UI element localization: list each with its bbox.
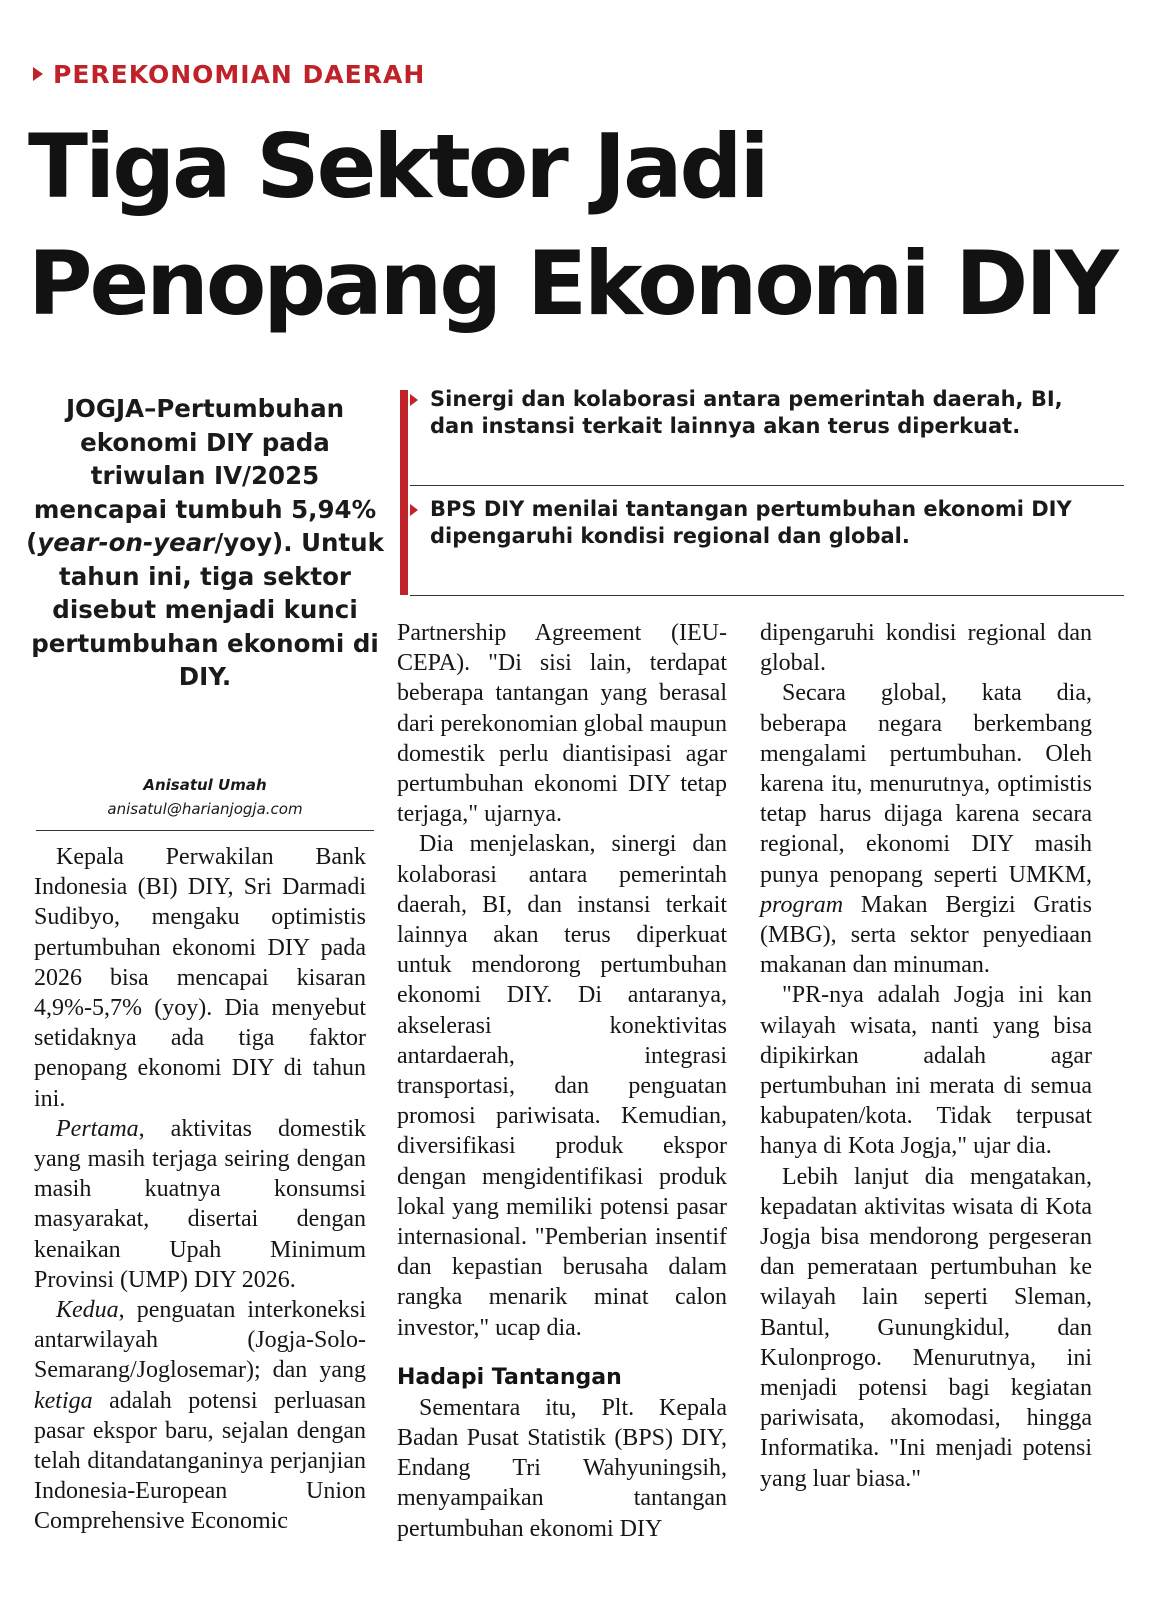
body-paragraph xyxy=(760,678,1092,980)
rubric-label: PEREKONOMIAN DAERAH xyxy=(53,60,426,89)
highlight-item xyxy=(430,386,1090,440)
lede-part-1: JOGJA–Pertumbuhan ekonomi DIY pada triwulan IV/2025 mencapai tumbuh 5,94% ( xyxy=(26,394,377,557)
highlights-box xyxy=(400,387,1124,600)
paragraph-text: adalah potensi perluasan pasar ekspor baru, sejalan dengan telah ditandatanganinya perjanjian Indonesia-European Union Comprehensive Economic xyxy=(34,1387,366,1535)
highlight-item xyxy=(430,496,1090,550)
lede-italic: year-on-year xyxy=(37,528,215,557)
headline-line-2: Penopang Ekonomi DIY xyxy=(28,232,1116,335)
lede-part-2: /yoy). Untuk tahun ini, tiga sektor disebut menjadi kunci pertumbuhan ekonomi di DIY. xyxy=(31,528,384,691)
body-column-3 xyxy=(760,618,1092,1494)
lede xyxy=(26,392,384,694)
body-paragraph: Partnership Agreement (IEU-CEPA). "Di sisi lain, terdapat beberapa tantangan yang berasal dari perekonomian global maupun domestik perlu diantisipasi agar pertumbuhan ekonomi DIY tetap terjaga," ujarnya. xyxy=(397,620,727,828)
body-column-1 xyxy=(34,842,366,1537)
highlight-divider xyxy=(410,595,1124,596)
body-paragraph: Sementara itu, Plt. Kepala Badan Pusat Statistik (BPS) DIY, Endang Tri Wahyuningsih, menyampaikan tantangan pertumbuhan ekonomi DIY xyxy=(397,1394,727,1542)
paragraph-text: , aktivitas domestik yang masih terjaga seiring dengan masih kuatnya konsumsi masyarakat, disertai dengan kenaikan Upah Minimum Provinsi (UMP) DIY 2026. xyxy=(34,1115,366,1293)
paragraph-text: Makan Bergizi Gratis (MBG), serta sektor penyediaan makanan dan minuman. xyxy=(760,891,1092,979)
triangle-bullet-icon xyxy=(410,504,418,516)
paragraph-text: , penguatan interkoneksi antarwilayah (Jogja-Solo-Semarang/Joglosemar); dan yang xyxy=(34,1297,366,1384)
body-paragraph: Dia menjelaskan, sinergi dan kolaborasi antara pemerintah daerah, BI, dan instansi terkait lainnya akan terus diperkuat untuk mendorong pertumbuhan ekonomi DIY. Di antaranya, akselerasi konektivitas antardaerah, integrasi transportasi, dan penguatan promosi pariwisata. Kemudian, diversifikasi produk ekspor dengan mengidentifikasi produk lokal yang memiliki potensi pasar internasional. "Pemberian insentif dan kepastian berusaha dalam rangka menarik minat calon investor," ucap dia. xyxy=(397,831,727,1341)
body-paragraph xyxy=(34,1295,366,1537)
paragraph-text: Secara global, kata dia, beberapa negara berkembang mengalami pertumbuhan. Oleh karena itu, menurutnya, optimistis tetap harus dijaga karena secara regional, ekonomi DIY masih punya penopang seperti UMKM, xyxy=(760,680,1092,888)
section-rubric xyxy=(33,60,425,89)
highlight-divider xyxy=(410,485,1124,486)
triangle-bullet-icon xyxy=(410,394,418,406)
highlight-accent-bar xyxy=(400,390,408,595)
headline-line-1: Tiga Sektor Jadi xyxy=(28,115,767,218)
highlight-text: BPS DIY menilai tantangan pertumbuhan ekonomi DIY dipengaruhi kondisi regional dan global. xyxy=(430,497,1072,548)
italic-word: program xyxy=(760,891,844,918)
body-paragraph xyxy=(34,1114,366,1295)
headline xyxy=(28,108,1148,342)
body-paragraph: dipengaruhi kondisi regional dan global. xyxy=(760,620,1092,677)
italic-word: ketiga xyxy=(34,1387,93,1414)
subheading: Hadapi Tantangan xyxy=(397,1364,622,1390)
author-email: anisatul@harianjogja.com xyxy=(107,800,303,818)
byline xyxy=(26,773,384,821)
triangle-bullet-icon xyxy=(33,67,43,81)
italic-word: Kedua xyxy=(56,1297,119,1324)
author-name: Anisatul Umah xyxy=(143,776,267,794)
body-column-2 xyxy=(397,618,727,1544)
body-paragraph: "PR-nya adalah Jogja ini kan wilayah wisata, nanti yang bisa dipikirkan adalah agar pertumbuhan ini merata di semua kabupaten/kota. Tidak terpusat hanya di Kota Jogja," ujar dia. xyxy=(760,982,1092,1160)
highlight-text: Sinergi dan kolaborasi antara pemerintah daerah, BI, dan instansi terkait lainnya akan terus diperkuat. xyxy=(430,387,1063,438)
body-paragraph: Kepala Perwakilan Bank Indonesia (BI) DIY, Sri Darmadi Sudibyo, mengaku optimistis pertumbuhan ekonomi DIY pada 2026 bisa mencapai kisaran 4,9%-5,7% (yoy). Dia menyebut setidaknya ada tiga faktor penopang ekonomi DIY di tahun ini. xyxy=(34,844,366,1112)
italic-word: Pertama xyxy=(56,1115,139,1142)
byline-divider xyxy=(36,830,374,831)
body-paragraph: Lebih lanjut dia mengatakan, kepadatan aktivitas wisata di Kota Jogja bisa mendorong pergeseran dan pemerataan pertumbuhan ke wilayah lain seperti Sleman, Bantul, Gunungkidul, dan Kulonprogo. Menurutnya, ini menjadi potensi bagi kegiatan pariwisata, akomodasi, hingga Informatika. "Ini menjadi potensi yang luar biasa." xyxy=(760,1163,1092,1492)
